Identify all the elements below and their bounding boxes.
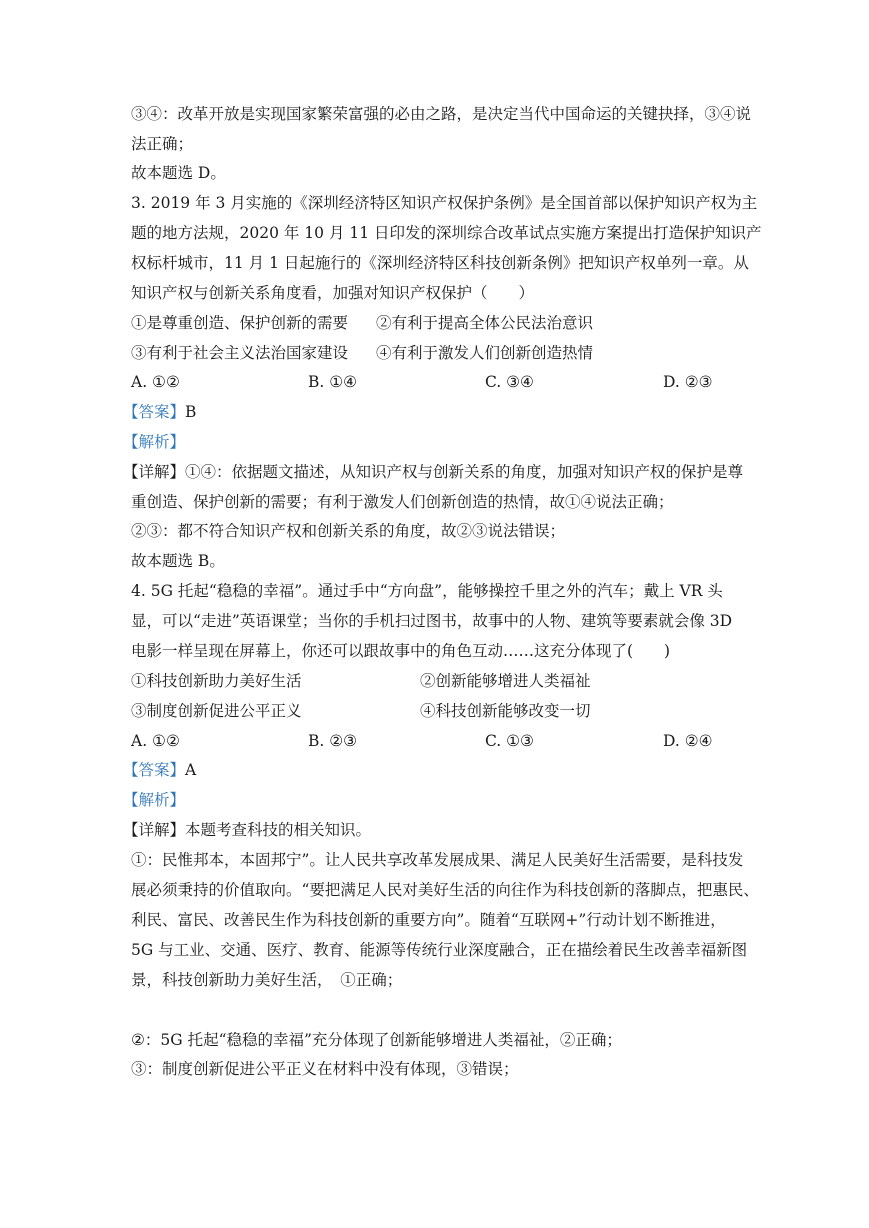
- q3-item-4: ④有利于激发人们创新创造热情: [376, 344, 594, 362]
- q4-answer-value: A: [185, 761, 197, 779]
- q3-stem-line-2: 题的地方法规，2020 年 10 月 11 日印发的深圳综合改革试点实施方案提出打造保护知识产: [131, 224, 762, 242]
- q4-detail-line-1: ①：民惟邦本，本固邦宁”。让人民共享改革发展成果、满足人民美好生活需要，是科技发: [131, 851, 744, 869]
- q3-detail-line-2: 重创造、保护创新的需要；有利于激发人们创新创造的热情，故①④说法正确；: [131, 493, 674, 511]
- q4-detail-line-7: ③：制度创新促进公平正义在材料中没有体现，③错误；: [131, 1060, 519, 1078]
- q3-analysis-heading: [123, 432, 185, 452]
- q3-answer-value: B: [185, 403, 197, 421]
- q3-item-1: ①是尊重创造、保护创新的需要: [131, 314, 349, 332]
- q4-stem-line-3: 电影一样呈现在屏幕上，你还可以跟故事中的角色互动……这充分体现了( ): [131, 642, 671, 660]
- q3-detail-line-4: 故本题选 B。: [131, 552, 225, 570]
- q4-analysis-heading: [123, 790, 185, 810]
- q3-stem-line-1: 3. 2019 年 3 月实施的《深圳经济特区知识产权保护条例》是全国首部以保护知识产权为主: [131, 194, 758, 212]
- q4-analysis-label: 【解析】: [123, 791, 186, 809]
- q3-analysis-label: 【解析】: [123, 433, 186, 451]
- q4-option-a: A. ①②: [131, 732, 180, 750]
- q3-option-b: B. ①④: [308, 373, 358, 391]
- q4-detail-line-3: 利民、富民、改善民生作为科技创新的重要方向”。随着“互联网+”行动计划不断推进，: [131, 911, 726, 929]
- q3-option-d: D. ②③: [663, 373, 713, 391]
- q4-detail-intro: [123, 820, 371, 840]
- q4-option-c: C. ①③: [485, 732, 534, 750]
- prev-analysis-line-1: ③④：改革开放是实现国家繁荣富强的必由之路，是决定当代中国命运的关键抉择，③④说: [131, 105, 752, 123]
- q4-detail-line-2: 展必须秉持的价值取向。“要把满足人民对美好生活的向往作为科技创新的落脚点，把惠民、: [131, 881, 759, 899]
- q3-answer-label: 【答案】: [123, 403, 186, 421]
- q3-item-2: ②有利于提高全体公民法治意识: [376, 314, 594, 332]
- q4-detail-line-4: 5G 与工业、交通、医疗、教育、能源等传统行业深度融合，正在描绘着民生改善幸福新图: [131, 941, 748, 959]
- q4-detail-line-5: 景，科技创新助力美好生活， ①正确；: [131, 971, 403, 989]
- q4-detail-line-6: ②：5G 托起“稳稳的幸福”充分体现了创新能够增进人类福祉，②正确；: [131, 1031, 622, 1049]
- q4-detail-intro-text: 本题考查科技的相关知识。: [185, 821, 372, 839]
- q4-stem-line-2: 显，可以“走进”英语课堂；当你的手机扫过图书，故事中的人物、建筑等要素就会像 3D: [131, 612, 733, 630]
- q4-option-b: B. ②③: [308, 732, 358, 750]
- q4-detail-label: 【详解】: [123, 821, 186, 839]
- q4-answer: [123, 760, 196, 780]
- q3-stem-line-4: 知识产权与创新关系角度看，加强对知识产权保护（ ）: [131, 284, 535, 302]
- q3-detail-text-1: ①④：依据题文描述，从知识产权与创新关系的角度，加强对知识产权的保护是尊: [185, 463, 744, 481]
- q3-detail-line-3: ②③：都不符合知识产权和创新关系的角度，故②③说法错误；: [131, 522, 566, 540]
- q4-stem-line-1: 4. 5G 托起“稳稳的幸福”。通过手中“方向盘”，能够操控千里之外的汽车；戴上 VR 头: [131, 582, 723, 600]
- q4-item-2: ②创新能够增进人类福祉: [420, 672, 591, 690]
- q4-answer-label: 【答案】: [123, 761, 186, 779]
- q3-stem-line-3: 权标杆城市，11 月 1 日起施行的《深圳经济特区科技创新条例》把知识产权单列一章。从: [131, 254, 749, 272]
- prev-conclusion: 故本题选 D。: [131, 164, 226, 182]
- q4-option-d: D. ②④: [663, 732, 713, 750]
- q4-item-3: ③制度创新促进公平正义: [131, 702, 302, 720]
- q4-item-1: ①科技创新助力美好生活: [131, 672, 302, 690]
- q3-detail-label: 【详解】: [123, 463, 186, 481]
- prev-analysis-line-2: 法正确；: [131, 135, 194, 153]
- q3-item-3: ③有利于社会主义法治国家建设: [131, 344, 349, 362]
- q3-detail-line-1: [123, 462, 743, 482]
- q3-option-c: C. ③④: [485, 373, 534, 391]
- q3-option-a: A. ①②: [131, 373, 180, 391]
- q4-item-4: ④科技创新能够改变一切: [420, 702, 591, 720]
- q3-answer: [123, 402, 196, 422]
